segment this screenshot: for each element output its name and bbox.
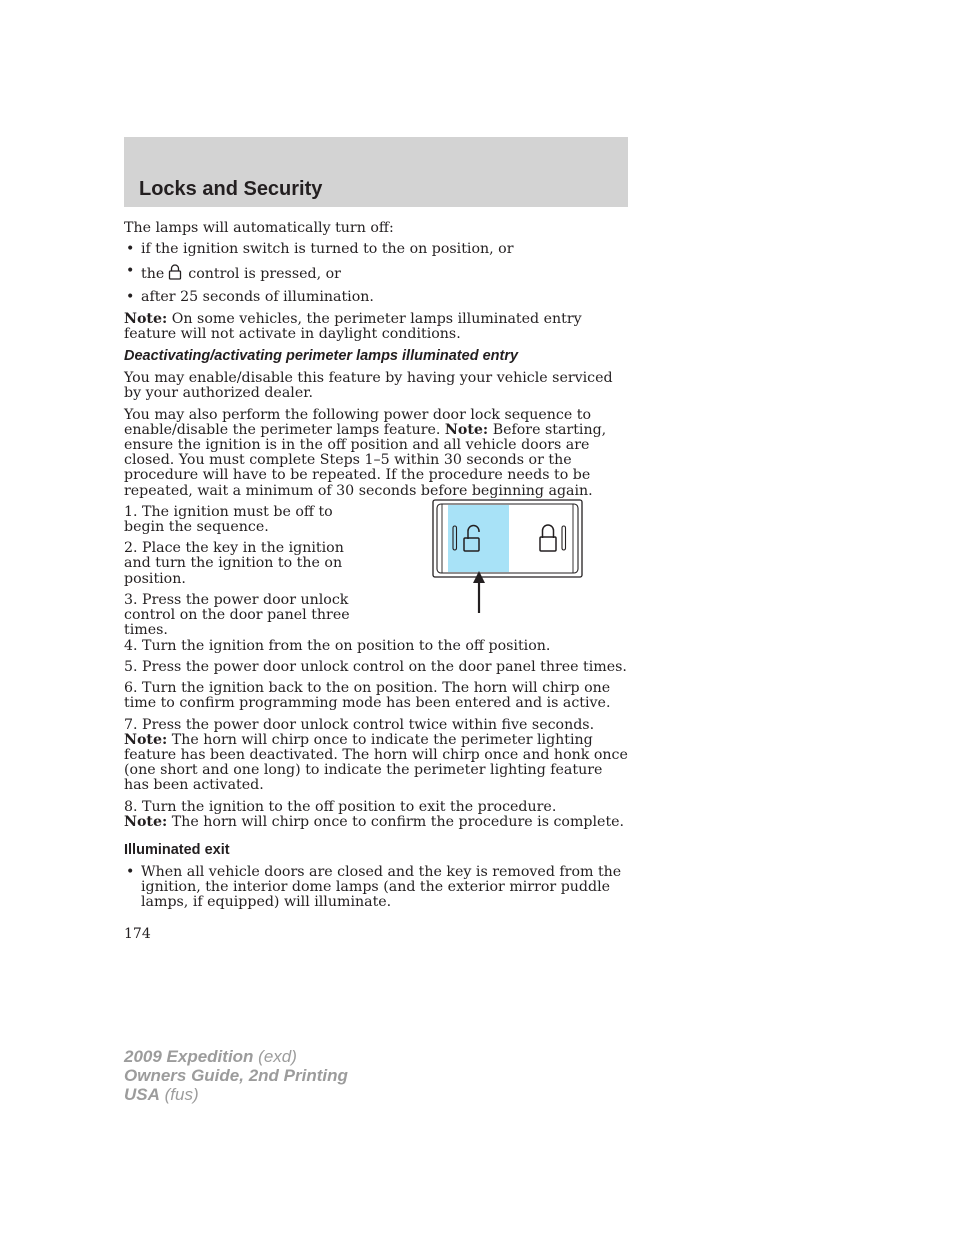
- section-heading: Illuminated exit: [124, 842, 230, 859]
- paragraph: You may also perform the following power door lock sequence to enable/disable the perimeter lamps feature. Note: Before starting, ensure the ignition is in the off position and all vehicle doors are closed. You must complete Steps 1–5 within 30 seconds or the procedure will have to be repeated. If the procedure needs to be repeated, wait a minimum of 30 seconds before beginning again.: [124, 406, 607, 499]
- list-item: • after 25 seconds of illumination.: [126, 288, 374, 305]
- step-2: 2. Place the key in the ignition and turn the ignition to the on position.: [124, 540, 344, 587]
- page-number: 174: [124, 926, 151, 942]
- footer-line: Owners Guide, 2nd Printing: [124, 1066, 348, 1085]
- step-8: 8. Turn the ignition to the off position to exit the procedure. Note: The horn will chirp once to confirm the procedure is complete.: [124, 798, 625, 830]
- step-4: 4. Turn the ignition from the on position to the off position.: [124, 637, 551, 654]
- page-title: Locks and Security: [139, 178, 323, 200]
- step-1: 1. The ignition must be off to begin the sequence.: [124, 503, 333, 536]
- main-content: [124, 221, 630, 918]
- list-item: • the control is pressed, or: [126, 263, 341, 283]
- step-3: 3. Press the power door unlock control on the door panel three times.: [124, 591, 350, 639]
- list-item: • if the ignition switch is turned to the on position, or: [126, 241, 514, 258]
- bullet-icon: •: [126, 263, 135, 280]
- door-lock-control-figure: [432, 499, 584, 615]
- steps-with-figure: [124, 503, 630, 639]
- footer-line: 2009 Expedition (exd): [124, 1047, 297, 1066]
- step-7: 7. Press the power door unlock control twice within five seconds. Note: The horn will chirp once to indicate the perimeter lighting feature has been deactivated. The horn will chirp once and honk once (one short and one long) to indicate the perimeter lighting feature has been activated.: [124, 716, 628, 794]
- bullet-icon: •: [126, 241, 135, 258]
- section-heading: Deactivating/activating perimeter lamps illuminated entry: [124, 348, 519, 365]
- step-5: 5. Press the power door unlock control on the door panel three times.: [124, 659, 627, 676]
- footer: [124, 1047, 348, 1104]
- footer-line: USA (fus): [124, 1085, 199, 1104]
- bullet-icon: •: [126, 288, 135, 305]
- intro-text: The lamps will automatically turn off:: [124, 220, 394, 236]
- paragraph: You may enable/disable this feature by having your vehicle serviced by your authorized dealer.: [124, 370, 613, 402]
- step-6: 6. Turn the ignition back to the on position. The horn will chirp one time to confirm programming mode has been entered and is active.: [124, 680, 611, 712]
- lock-icon: [168, 264, 182, 280]
- note-paragraph: Note: On some vehicles, the perimeter lamps illuminated entry feature will not activate in daylight conditions.: [124, 310, 582, 343]
- list-item: • When all vehicle doors are closed and the key is removed from the ignition, the interior dome lamps (and the exterior mirror puddle lamps, if equipped) will illuminate.: [126, 864, 622, 911]
- bullet-icon: •: [126, 864, 135, 881]
